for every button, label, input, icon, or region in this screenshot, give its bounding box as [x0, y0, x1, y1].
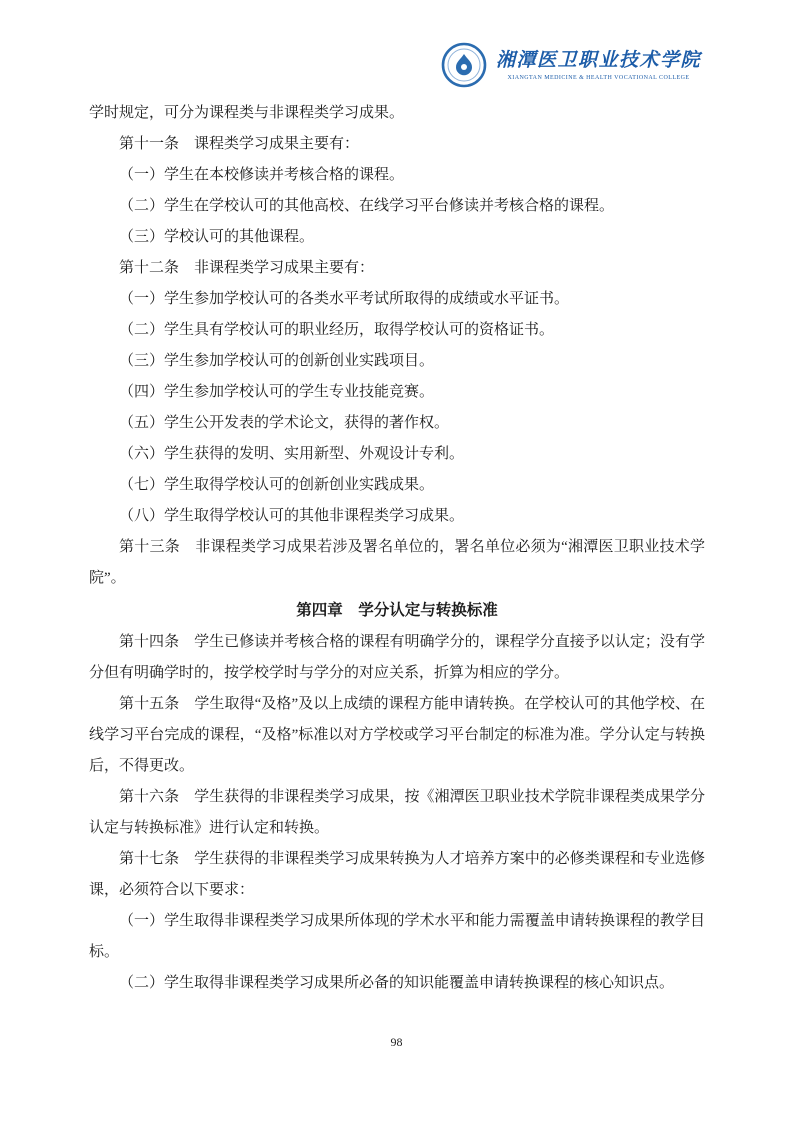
chapter-heading: 第四章 学分认定与转换标准: [296, 602, 498, 619]
paragraph: （一）学生在本校修读并考核合格的课程。: [119, 167, 405, 183]
paragraph: 第十四条 学生已修读并考核合格的课程有明确学分的，课程学分直接予以认定；没有学分但有明确学时的，按学校学时与学分的对应关系，折算为相应的学分。: [89, 634, 705, 681]
paragraph: 第十五条 学生取得“及格”及以上成绩的课程方能申请转换。在学校认可的其他学校、在线学习平台完成的课程，“及格”标准以对方学校或学习平台制定的标准为准。学分认定与转换后，不得更改。: [89, 696, 705, 774]
paragraph: （八）学生取得学校认可的其他非课程类学习成果。: [119, 508, 465, 524]
college-name-en: XIANGTAN MEDICINE & HEALTH VOCATIONAL COLLEGE: [507, 74, 690, 81]
paragraph: （四）学生参加学校认可的学生专业技能竞赛。: [119, 384, 435, 400]
page-number: 98: [390, 1035, 403, 1049]
paragraph: （三）学校认可的其他课程。: [119, 229, 315, 245]
paragraph: （二）学生取得非课程类学习成果所必备的知识能覆盖申请转换课程的核心知识点。: [119, 975, 675, 991]
college-seal-icon: [441, 42, 487, 88]
college-name-zh: 湘潭医卫职业技术学院: [495, 49, 701, 71]
paragraph: （二）学生具有学校认可的职业经历，取得学校认可的资格证书。: [119, 322, 555, 338]
paragraph: （一）学生参加学校认可的各类水平考试所取得的成绩或水平证书。: [119, 291, 570, 307]
paragraph: （一）学生取得非课程类学习成果所体现的学术水平和能力需覆盖申请转换课程的教学目标。: [89, 913, 705, 960]
college-logo-text: [496, 50, 701, 81]
paragraph: 学时规定，可分为课程类与非课程类学习成果。: [89, 105, 405, 121]
paragraph: （六）学生获得的发明、实用新型、外观设计专利。: [119, 446, 465, 462]
document-body: [89, 98, 705, 999]
paragraph: 第十六条 学生获得的非课程类学习成果，按《湘潭医卫职业技术学院非课程类成果学分认定与转换标准》进行认定和转换。: [89, 789, 705, 836]
paragraph: 第十七条 学生获得的非课程类学习成果转换为人才培养方案中的必修类课程和专业选修课，必须符合以下要求：: [89, 851, 705, 898]
paragraph: 第十二条 非课程类学习成果主要有：: [119, 260, 375, 276]
paragraph: 第十三条 非课程类学习成果若涉及署名单位的，署名单位必须为“湘潭医卫职业技术学院”。: [89, 539, 705, 586]
paragraph: （五）学生公开发表的学术论文，获得的著作权。: [119, 415, 450, 431]
paragraph: （三）学生参加学校认可的创新创业实践项目。: [119, 353, 435, 369]
paragraph: 第十一条 课程类学习成果主要有：: [119, 136, 360, 152]
paragraph: （二）学生在学校认可的其他高校、在线学习平台修读并考核合格的课程。: [119, 198, 615, 214]
college-logo: [441, 42, 701, 88]
paragraph: （七）学生取得学校认可的创新创业实践成果。: [119, 477, 435, 493]
